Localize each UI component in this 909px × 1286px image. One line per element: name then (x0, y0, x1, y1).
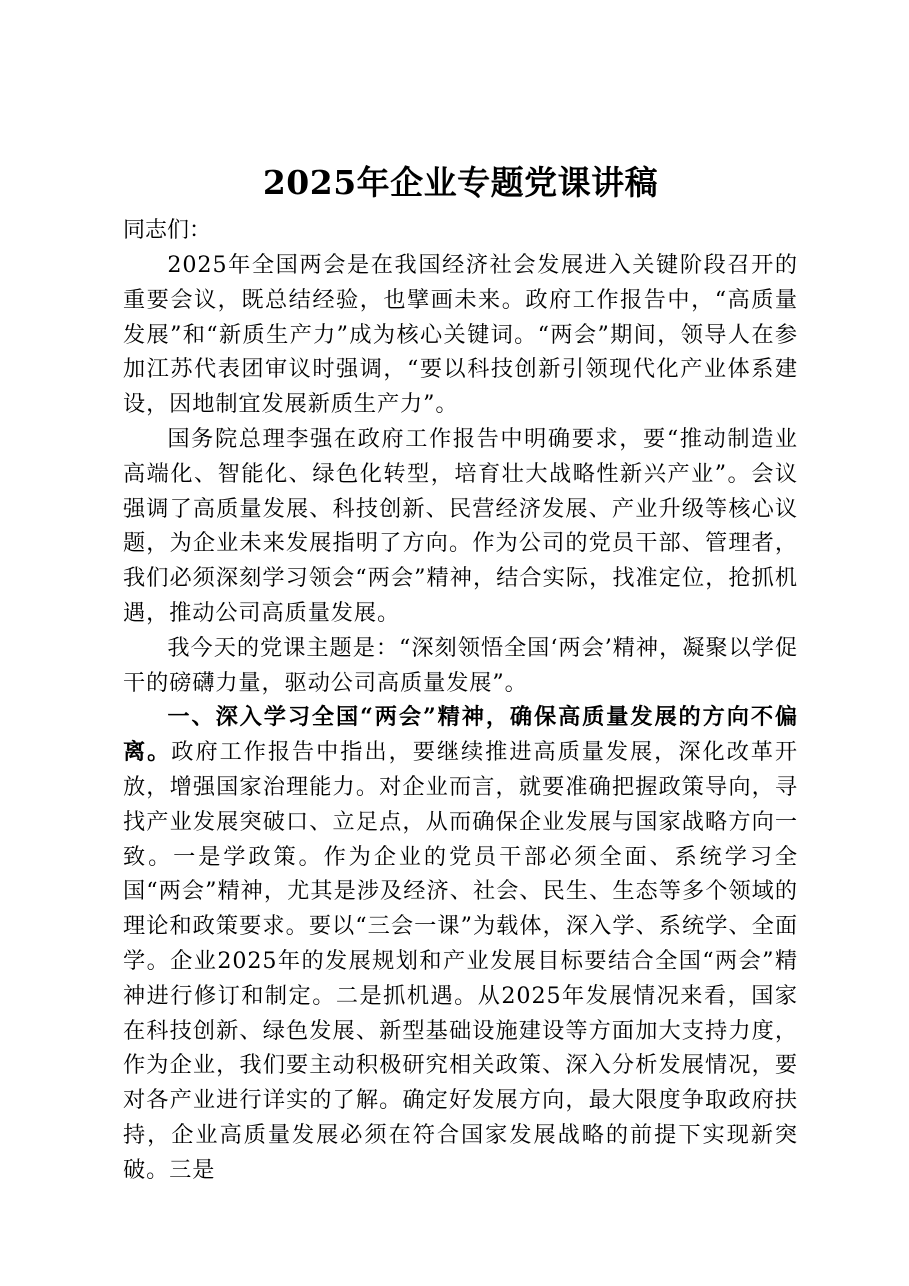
paragraph-text: 我今天的党课主题是：“深刻领悟全国‘两会’精神，凝聚以学促干的磅礴力量，驱动公司高质量发展”。 (123, 634, 798, 696)
section-heading: 一、深入学习全国“两会”精神，确保高质量发展的方向不偏离。 (123, 704, 798, 766)
paragraph-intro (123, 248, 798, 422)
salutation: 同志们： (123, 218, 212, 243)
paragraph-text: 国务院总理李强在政府工作报告中明确要求，要“推动制造业高端化、智能化、绿色化转型，培育壮大战略性新兴产业”。会议强调了高质量发展、科技创新、民营经济发展、产业升级等核心议题，为企业未来发展指明了方向。作为公司的党员干部、管理者，我们必须深刻学习领会“两会”精神，结合实际，找准定位，抢抓机遇，推动公司高质量发展。 (123, 425, 798, 626)
paragraph-section-one (123, 700, 798, 1187)
document-page (123, 0, 798, 1188)
paragraph-theme (123, 631, 798, 701)
document-title: 2025年企业专题党课讲稿 (262, 163, 659, 202)
paragraph-text: 2025年全国两会是在我国经济社会发展进入关键阶段召开的重要会议，既总结经验，也擘画未来。政府工作报告中，“高质量发展”和“新质生产力”成为核心关键词。“两会”期间，领导人在参加江苏代表团审议时强调，“要以科技创新引领现代化产业体系建设，因地制宜发展新质生产力”。 (123, 252, 798, 418)
paragraph-text: 政府工作报告中指出，要继续推进高质量发展，深化改革开放，增强国家治理能力。对企业而言，就要准确把握政策导向，寻找产业发展突破口、立足点，从而确保企业发展与国家战略方向一致。一是学政策。作为企业的党员干部必须全面、系统学习全国“两会”精神，尤其是涉及经济、社会、民生、生态等多个领域的理论和政策要求。要以“三会一课”为载体，深入学、系统学、全面学。企业2025年的发展规划和产业发展目标要结合全国“两会”精神进行修订和制定。二是抓机遇。从2025年发展情况来看，国家在科技创新、绿色发展、新型基础设施建设等方面加大支持力度，作为企业，我们要主动积极研究相关政策、深入分析发展情况，要对各产业进行详实的了解。确定好发展方向，最大限度争取政府扶持，企业高质量发展必须在符合国家发展战略的前提下实现新突破。三是 (123, 739, 798, 1183)
paragraph-requirements (123, 422, 798, 631)
